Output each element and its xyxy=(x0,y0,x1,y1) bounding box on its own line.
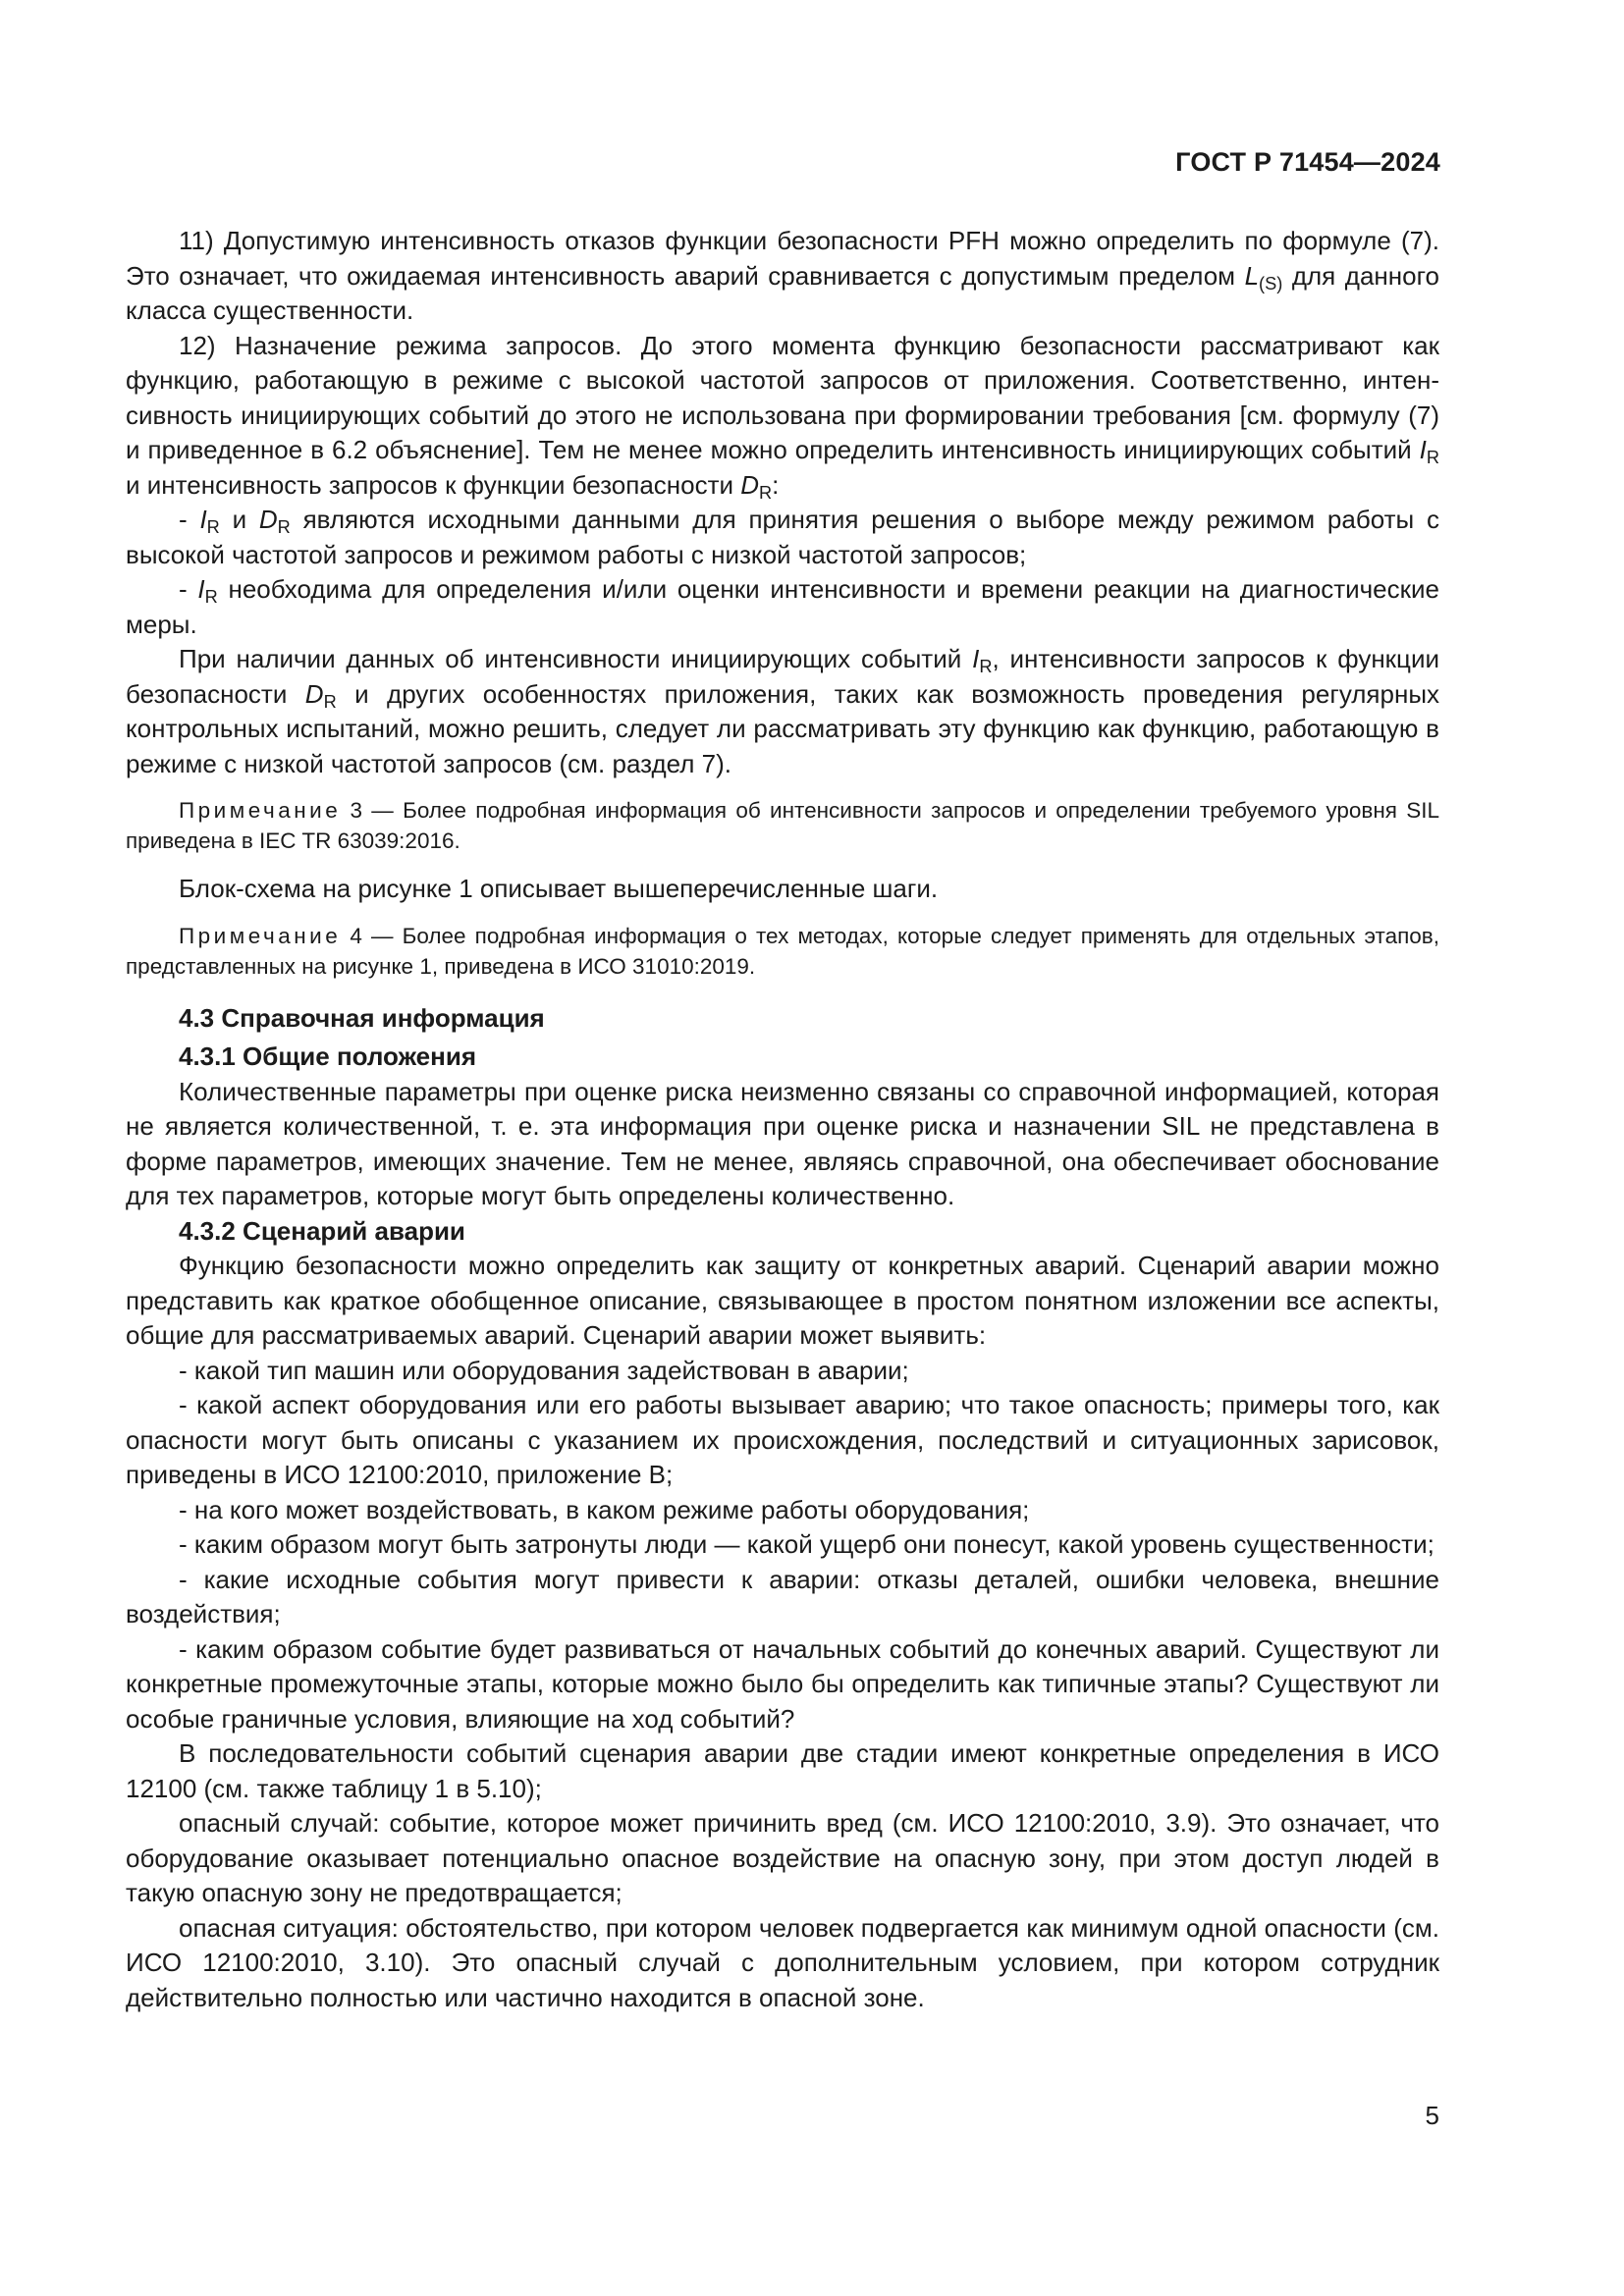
list-item: - на кого может воздействовать, в каком режиме работы оборудования; xyxy=(179,1494,1030,1524)
section-heading: 4.3 Справочная информация xyxy=(179,1002,545,1033)
paragraph: опасный случай: событие, которое может причинить вред (см. ИСО 12100:2010, 3.9). Это означает, что оборудование оказывает потенциально опасное воздействие на опасную зону, при этом доступ людей в такую опасную зону не предотвращается; xyxy=(126,1808,1439,1907)
page-number: 5 xyxy=(1425,2101,1439,2130)
paragraph: Функцию безопасности можно определить как защиту от конкретных аварий. Сценарий аварии можно представить как краткое обобщенное описание, связывающее в простом понятном изложении все аспекты, общие для рассматриваемых аварий. Сценарий аварии может выявить: xyxy=(126,1251,1439,1350)
paragraph: Количественные параметры при оценке риска неизменно связаны со справочной информацией, которая не является количественной, т. е. эта информация при оценке риска и назначении SIL не представлена в форме параметров, имеющих значение. Тем не менее, являясь справочной, она обеспечивает обоснование для тех параметров, которые могут быть определены количественно. xyxy=(126,1076,1439,1210)
paragraph: В последовательности событий сценария аварии две стадии имеют конкретные определения в ИСО 12100 (см. также таблицу 1 в 5.10); xyxy=(126,1738,1439,1803)
list-item: - какой аспект оборудования или его работы вызывает аварию; что такое опасность; примеры того, как опасности могут быть описаны с указанием их происхождения, последствий и ситуационных зарисовок, приведены в ИСО 12100:2010, приложение В; xyxy=(126,1390,1439,1489)
list-item: - каким образом могут быть затронуты люди — какой ущерб они понесут, какой уровень существенности; xyxy=(179,1529,1435,1559)
paragraph: опасная ситуация: обстоятельство, при котором человек подвергается как минимум одной опасности (см. ИСО 12100:2010, 3.10). Это опасный случай с дополнительным условием, при котором сотрудник действительно полностью или частично находится в опасной зоне. xyxy=(126,1912,1439,2012)
paragraph: Блок-схема на рисунке 1 описывает вышеперечисленные шаги. xyxy=(179,874,939,903)
list-item: - каким образом событие будет развиваться от начальных событий до конечных аварий. Существуют ли конкретные промежуточные этапы, которые можно было бы определить как типичные этапы? Существуют ли особые граничные условия, влияющие на ход событий? xyxy=(126,1633,1439,1734)
paragraph-item-11: 11) Допустимую интенсивность отказов функции безопасности PFH можно определить по формуле (7). Это означает, что ожидаемая интенсивность аварий сравнивается с допустимым пределом $L_{(S)}$ для данного класса существенности. xyxy=(126,226,1439,325)
note-3: Примечание 3 — Более подробная информация об интенсивности запросов и определении требуемого уровня SIL приведена в IEC TR 63039:2016. xyxy=(126,798,1439,853)
list-item: - какие исходные события могут привести к аварии: отказы деталей, ошибки человека, внешние воздействия; xyxy=(126,1564,1439,1629)
list-item: - какой тип машин или оборудования задействован в аварии; xyxy=(179,1355,909,1385)
document-body xyxy=(126,224,1439,2015)
paragraph: При наличии данных об интенсивности инициирующих событий $I_R$, интенсивности запросов к функции безопасности $D_R$ и других особенностях приложения, таких как возможность проведения регулярных контрольных испытаний, можно решить, следует ли рассматривать эту функцию как функцию, работающую в режиме с низкой частотой запросов (см. раздел 7). xyxy=(126,644,1440,778)
paragraph-item-12: 12) Назначение режима запросов. До этого момента функцию безопасности рассматривают как функцию, работающую в режиме с высокой частотой запросов от приложения. Соответственно, интенсивность инициирующих событий до этого не использована при формировании требования [см. формулу (7) и приведенное в 6.2 объяснение]. Тем не менее можно определить интенсивность инициирующих событий $I_R$ и интенсивность запросов к функции безопасности $D_R$: xyxy=(126,330,1439,503)
subsection-heading: 4.3.2 Сценарий аварии xyxy=(179,1215,465,1246)
list-item: - $I_R$ и $D_R$ являются исходными данными для принятия решения о выборе между режимом работы с высокой частотой запросов и режимом работы с низкой частотой запросов; xyxy=(126,505,1439,569)
list-item: - $I_R$ необходима для определения и/или оценки интенсивности и времени реакции на диагностические меры. xyxy=(126,574,1439,639)
subsection-heading: 4.3.1 Общие положения xyxy=(179,1041,476,1071)
note-4: Примечание 4 — Более подробная информация о тех методах, которые следует применять для отдельных этапов, представленных на рисунке 1, приведена в ИСО 31010:2019. xyxy=(126,923,1439,979)
document-header: ГОСТ Р 71454—2024 xyxy=(1175,147,1440,177)
